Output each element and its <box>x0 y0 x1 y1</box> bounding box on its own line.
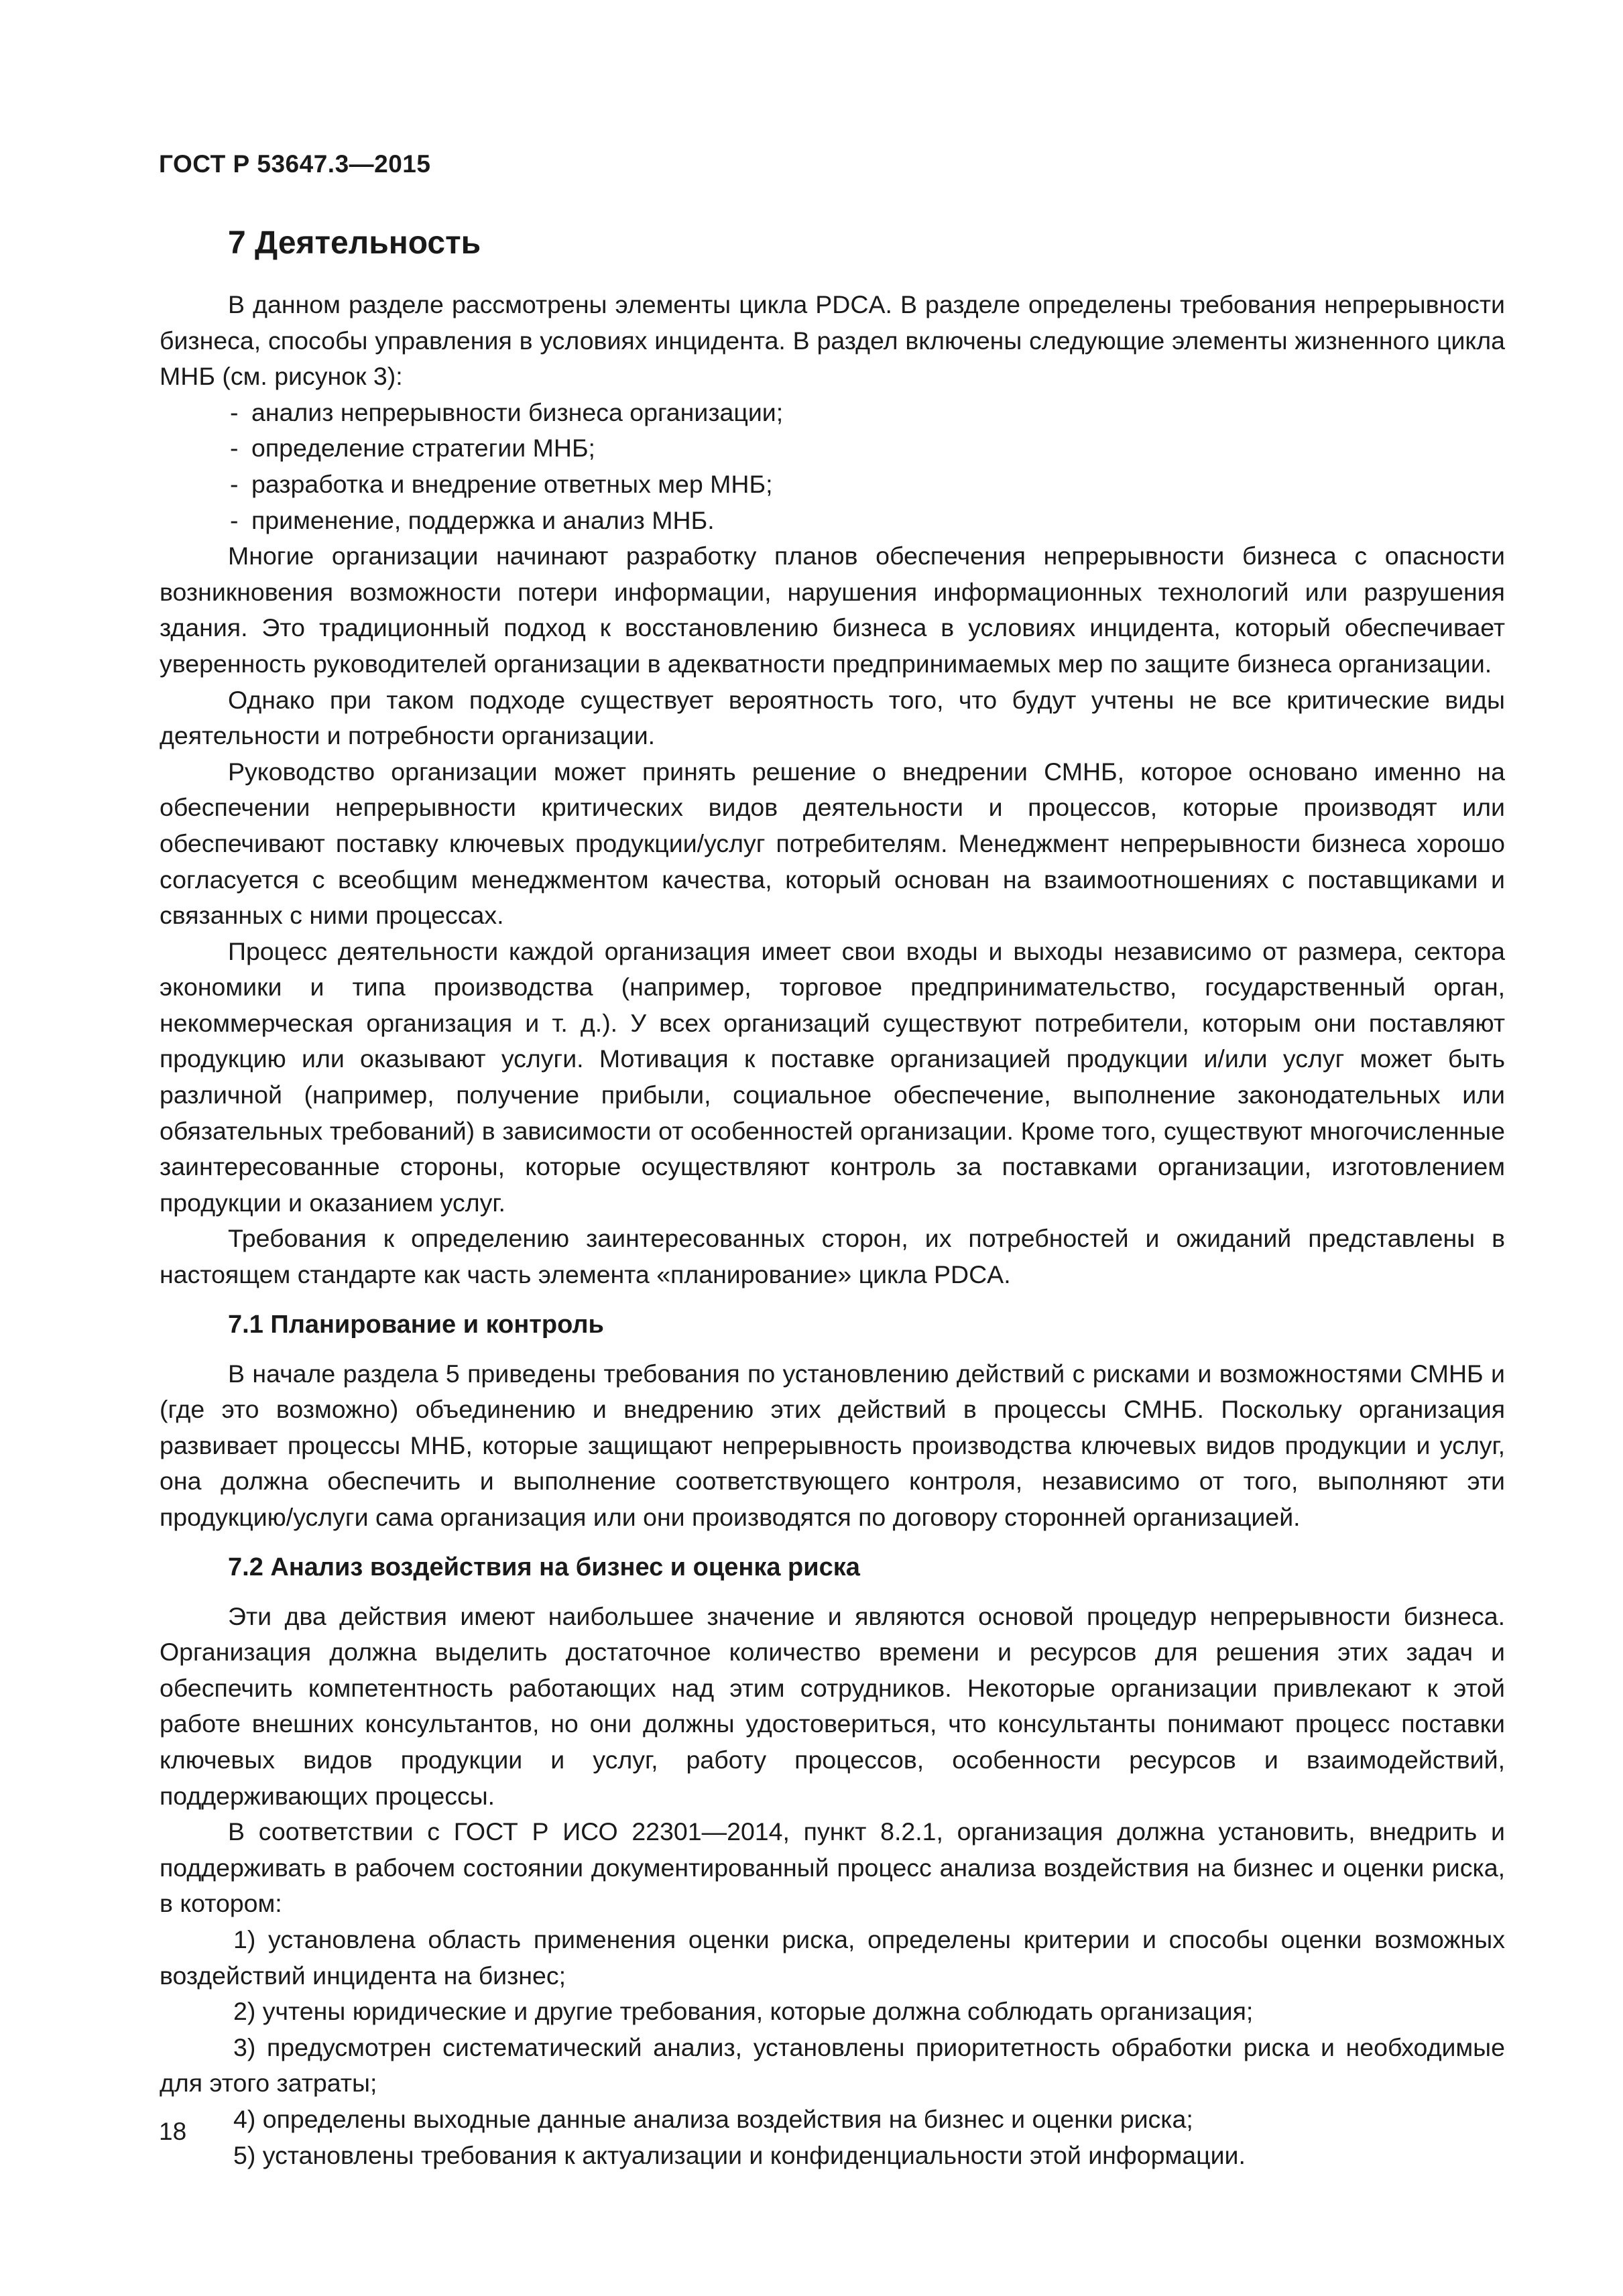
section-intro: В данном разделе рассмотрены элементы цикла PDCA. В разделе определены требования непрерывности бизнеса, способы управления в условиях инцидента. В раздел включены следующие элементы жизненного цикла МНБ (см. рисунок 3): <box>160 290 1505 391</box>
section-title: 7 Деятельность <box>228 225 481 261</box>
list-item: 1) установлена область применения оценки риска, определены критерии и способы оценки возможных воздействий инцидента на бизнес; <box>160 1925 1505 1990</box>
page-content <box>160 219 1505 2173</box>
page-number: 18 <box>159 2118 187 2145</box>
list-item: 5) установлены требования к актуализации и конфиденциальности этой информации. <box>233 2140 1246 2169</box>
list-item: - применение, поддержка и анализ МНБ. <box>160 503 1505 539</box>
list-item: 3) предусмотрен систематический анализ, установлены приоритетность обработки риска и необходимые для этого затраты; <box>160 2033 1505 2098</box>
requirements-list <box>160 1922 1505 2173</box>
list-item: - анализ непрерывности бизнеса организации; <box>160 395 1505 431</box>
subsection-title-7-2: 7.2 Анализ воздействия на бизнес и оценка риска <box>228 1553 860 1581</box>
list-item: 2) учтены юридические и другие требования, которые должна соблюдать организация; <box>233 1997 1254 2026</box>
list-item: - разработка и внедрение ответных мер МНБ; <box>160 467 1505 503</box>
paragraph: Руководство организации может принять решение о внедрении СМНБ, которое основано именно на обеспечении непрерывности критических видов деятельности и процессов, которые производят или обеспечивают поставку ключевых продукции/услуг потребителям. Менеджмент непрерывности бизнеса хорошо согласуется с всеобщим менеджментом качества, который основан на взаимоотношениях с поставщиками и связанных с ними процессах. <box>160 757 1505 930</box>
list-item: 4) определены выходные данные анализа воздействия на бизнес и оценки риска; <box>233 2104 1193 2133</box>
lifecycle-list <box>160 395 1505 538</box>
standard-code: ГОСТ Р 53647.3—2015 <box>159 150 431 178</box>
paragraph: Однако при таком подходе существует вероятность того, что будут учтены не все критические виды деятельности и потребности организации. <box>160 685 1505 750</box>
list-item: - определение стратегии МНБ; <box>160 430 1505 467</box>
subsection-title-7-1: 7.1 Планирование и контроль <box>228 1310 604 1339</box>
paragraph: Многие организации начинают разработку планов обеспечения непрерывности бизнеса с опасности возникновения возможности потери информации, нарушения информационных технологий или разрушения здания. Это традиционный подход к восстановлению бизнеса в условиях инцидента, который обеспечивает уверенность руководителей организации в адекватности предпринимаемых мер по защите бизнеса организации. <box>160 542 1505 678</box>
paragraph: В соответствии с ГОСТ Р ИСО 22301—2014, пункт 8.2.1, организация должна установить, внедрить и поддерживать в рабочем состоянии документированный процесс анализа воздействия на бизнес и оценки риска, в котором: <box>160 1817 1505 1918</box>
paragraph: Требования к определению заинтересованных сторон, их потребностей и ожиданий представлены в настоящем стандарте как часть элемента «планирование» цикла PDCA. <box>160 1224 1505 1289</box>
paragraph: Эти два действия имеют наибольшее значение и являются основой процедур непрерывности бизнеса. Организация должна выделить достаточное количество времени и ресурсов для решения этих задач и обеспечить компетентность работающих над этим сотрудников. Некоторые организации привлекают к этой работе внешних консультантов, но они должны удостовериться, что консультанты понимают процесс поставки ключевых видов продукции и услуг, работу процессов, особенности ресурсов и взаимодействий, поддерживающих процессы. <box>160 1602 1505 1810</box>
paragraph: Процесс деятельности каждой организация имеет свои входы и выходы независимо от размера, сектора экономики и типа производства (например, торговое предпринимательство, государственный орган, некоммерческая организация и т. д.). У всех организаций существуют потребители, которым они поставляют продукцию или оказывают услуги. Мотивация к поставке организацией продукции и/или услуг может быть различной (например, получение прибыли, социальное обеспечение, выполнение законодательных или обязательных требований) в зависимости от особенностей организации. Кроме того, существуют многочисленные заинтересованные стороны, которые осуществляют контроль за поставками организации, изготовлением продукции и оказанием услуг. <box>160 936 1505 1217</box>
paragraph: В начале раздела 5 приведены требования по установлению действий с рисками и возможностями СМНБ и (где это возможно) объединению и внедрению этих действий в процессы СМНБ. Поскольку организация развивает процессы МНБ, которые защищают непрерывность производства ключевых видов продукции и услуг, она должна обеспечить и выполнение соответствующего контроля, независимо от того, выполняют эти продукцию/услуги сама организация или они производятся по договору сторонней организацией. <box>160 1359 1505 1531</box>
